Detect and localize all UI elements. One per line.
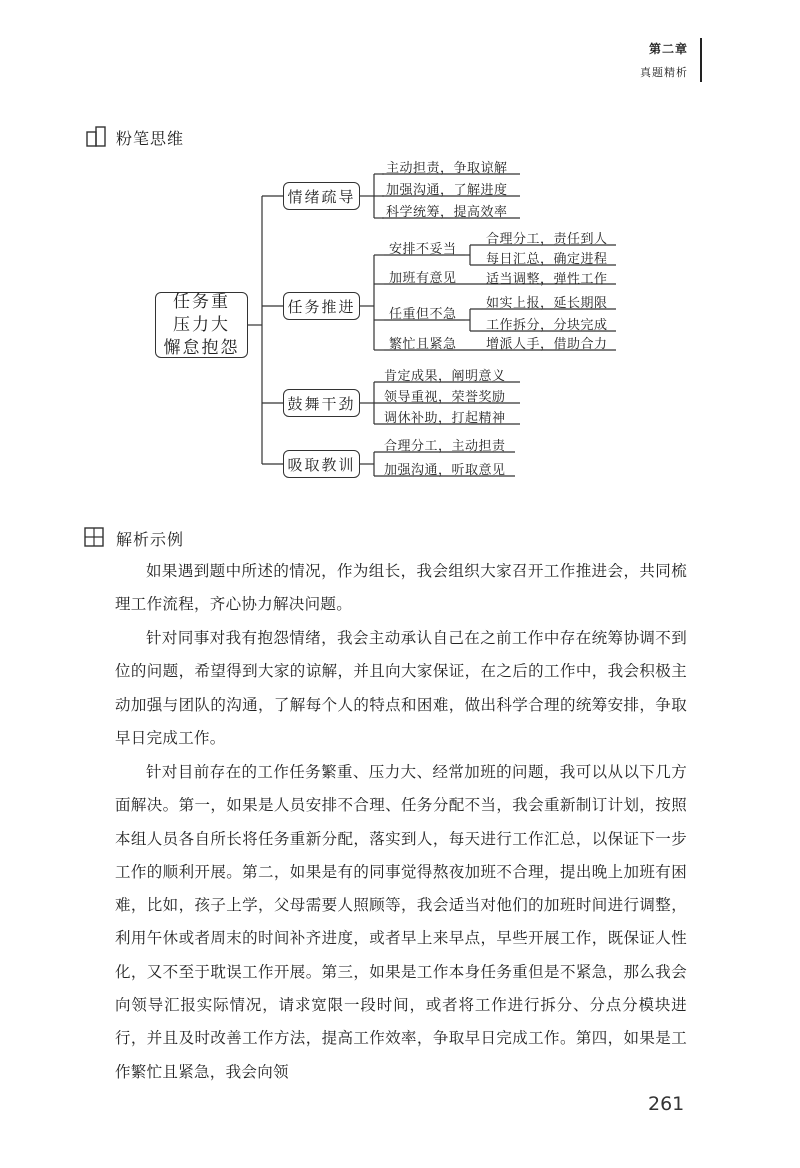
- root-line-3: 懈怠抱怨: [163, 337, 240, 358]
- section-title-thinking: 粉笔思维: [116, 129, 185, 148]
- leaf: 合理分工，责任到人: [486, 232, 608, 247]
- sub-label: 繁忙且紧急: [389, 337, 457, 352]
- page-number: 261: [648, 1093, 685, 1115]
- chapter-subtitle: 真题精析: [640, 66, 688, 79]
- leaf: 工作拆分，分块完成: [486, 318, 608, 333]
- root-line-2: 压力大: [173, 314, 230, 335]
- leaf: 适当调整，弹性工作: [486, 272, 608, 287]
- paragraph-3: 针对目前存在的工作任务繁重、压力大、经常加班的问题，我可以从以下几方面解决。第一，如果是人员安排不合理、任务分配不当，我会重新制订计划，按照本组人员各自所长将任务重新分配，落实到人，每天进行工作汇总，以保证下一步工作的顺利开展。第二，如果是有的同事觉得熬夜加班不合理，提出晚上加班有困难，比如，孩子上学，父母需要人照顾等，我会适当对他们的加班时间进行调整，利用午休或者周末的时间补齐进度，或者早上来早点，早些开展工作，既保证人性化，又不至于耽误工作开展。第三，如果是工作本身任务重但是不紧急，那么我会向领导汇报实际情况，请求宽限一段时间，或者将工作进行拆分、分点分模块进行，并且及时改善工作方法，提高工作效率，争取早日完成工作。第四，如果是工作繁忙且紧急，我会向领: [115, 763, 687, 1081]
- mindmap-root: [155, 292, 248, 358]
- branch-emotion: 情绪疏导: [283, 182, 360, 210]
- chapter-label: 第二章: [648, 42, 688, 56]
- leaf: 增派人手，借助合力: [486, 337, 608, 352]
- analysis-icon: [84, 527, 104, 547]
- leaf: 如实上报，延长期限: [486, 296, 608, 311]
- section-title-analysis: 解析示例: [116, 530, 185, 549]
- leaf: 加强沟通，了解进度: [386, 183, 508, 198]
- leaf: 科学统筹，提高效率: [386, 205, 508, 220]
- sub-label: 安排不妥当: [389, 242, 457, 257]
- leaf: 加强沟通，听取意见: [384, 463, 506, 478]
- root-line-1: 任务重: [173, 291, 230, 312]
- paragraph-1: 如果遇到题中所述的情况，作为组长，我会组织大家召开工作推进会，共同梳理工作流程，齐心协力解决问题。: [115, 562, 687, 614]
- sub-label: 加班有意见: [389, 271, 457, 286]
- leaf: 主动担责，争取谅解: [386, 161, 508, 176]
- sub-label: 任重但不急: [389, 307, 457, 322]
- leaf: 调休补助，打起精神: [384, 411, 506, 426]
- leaf: 领导重视，荣誉奖励: [384, 390, 506, 405]
- paragraph-2: 针对同事对我有抱怨情绪，我会主动承认自己在之前工作中存在统筹协调不到位的问题，希望得到大家的谅解，并且向大家保证，在之后的工作中，我会积极主动加强与团队的沟通，了解每个人的特点和困难，做出科学合理的统筹安排，争取早日完成工作。: [115, 629, 687, 747]
- branch-lessons: 吸取教训: [283, 450, 360, 478]
- leaf: 合理分工，主动担责: [384, 439, 506, 454]
- leaf: 肯定成果，阐明意义: [384, 369, 506, 384]
- branch-task: 任务推进: [283, 292, 360, 320]
- branch-motivation: 鼓舞干劲: [283, 389, 360, 417]
- leaf: 每日汇总，确定进程: [486, 252, 608, 267]
